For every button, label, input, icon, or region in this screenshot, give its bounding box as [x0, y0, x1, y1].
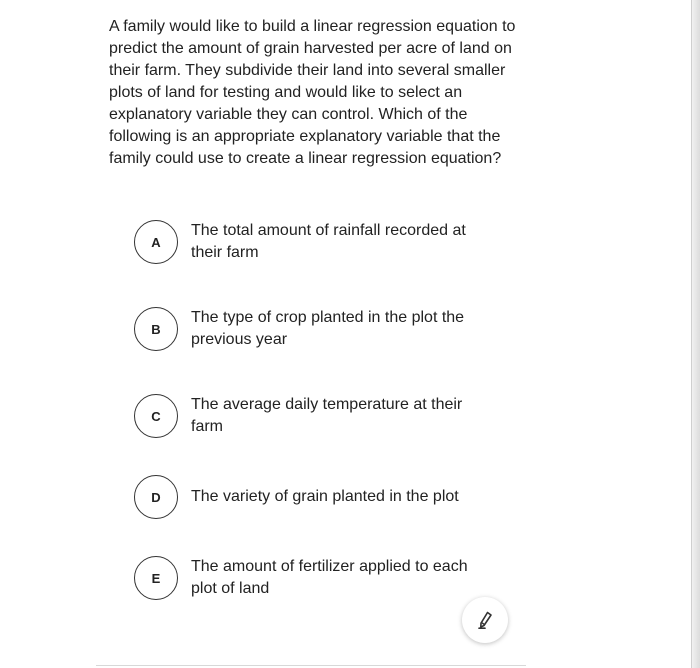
choice-e[interactable]: [134, 556, 494, 600]
scroll-edge: [691, 0, 700, 668]
choice-c[interactable]: [134, 394, 494, 438]
choice-b-letter: B: [134, 307, 178, 351]
choice-c-text: The average daily temperature at their farm: [191, 396, 463, 435]
choice-d-letter: D: [134, 475, 178, 519]
choice-a-letter: A: [134, 220, 178, 264]
choice-d-text: The variety of grain planted in the plot: [191, 488, 459, 505]
annotate-button[interactable]: [462, 597, 508, 643]
choice-a[interactable]: [134, 220, 494, 264]
pencil-icon: [475, 610, 495, 630]
choice-a-text: The total amount of rainfall recorded at their farm: [191, 222, 466, 261]
choice-e-letter: E: [134, 556, 178, 600]
bottom-divider: [96, 665, 526, 666]
choice-d[interactable]: [134, 475, 494, 519]
choice-b[interactable]: [134, 307, 494, 351]
choice-e-text: The amount of fertilizer applied to each plot of land: [191, 558, 468, 597]
choice-c-letter: C: [134, 394, 178, 438]
question-text: A family would like to build a linear regression equation to predict the amount of grain harvested per acre of land on their farm. They subdivide their land into several smaller plots of land for testing and would like to select an explanatory variable they can control. Which of the following is an appropriate explanatory variable that the family could use to create a linear regression equation?: [109, 18, 516, 167]
choice-b-text: The type of crop planted in the plot the previous year: [191, 309, 465, 348]
